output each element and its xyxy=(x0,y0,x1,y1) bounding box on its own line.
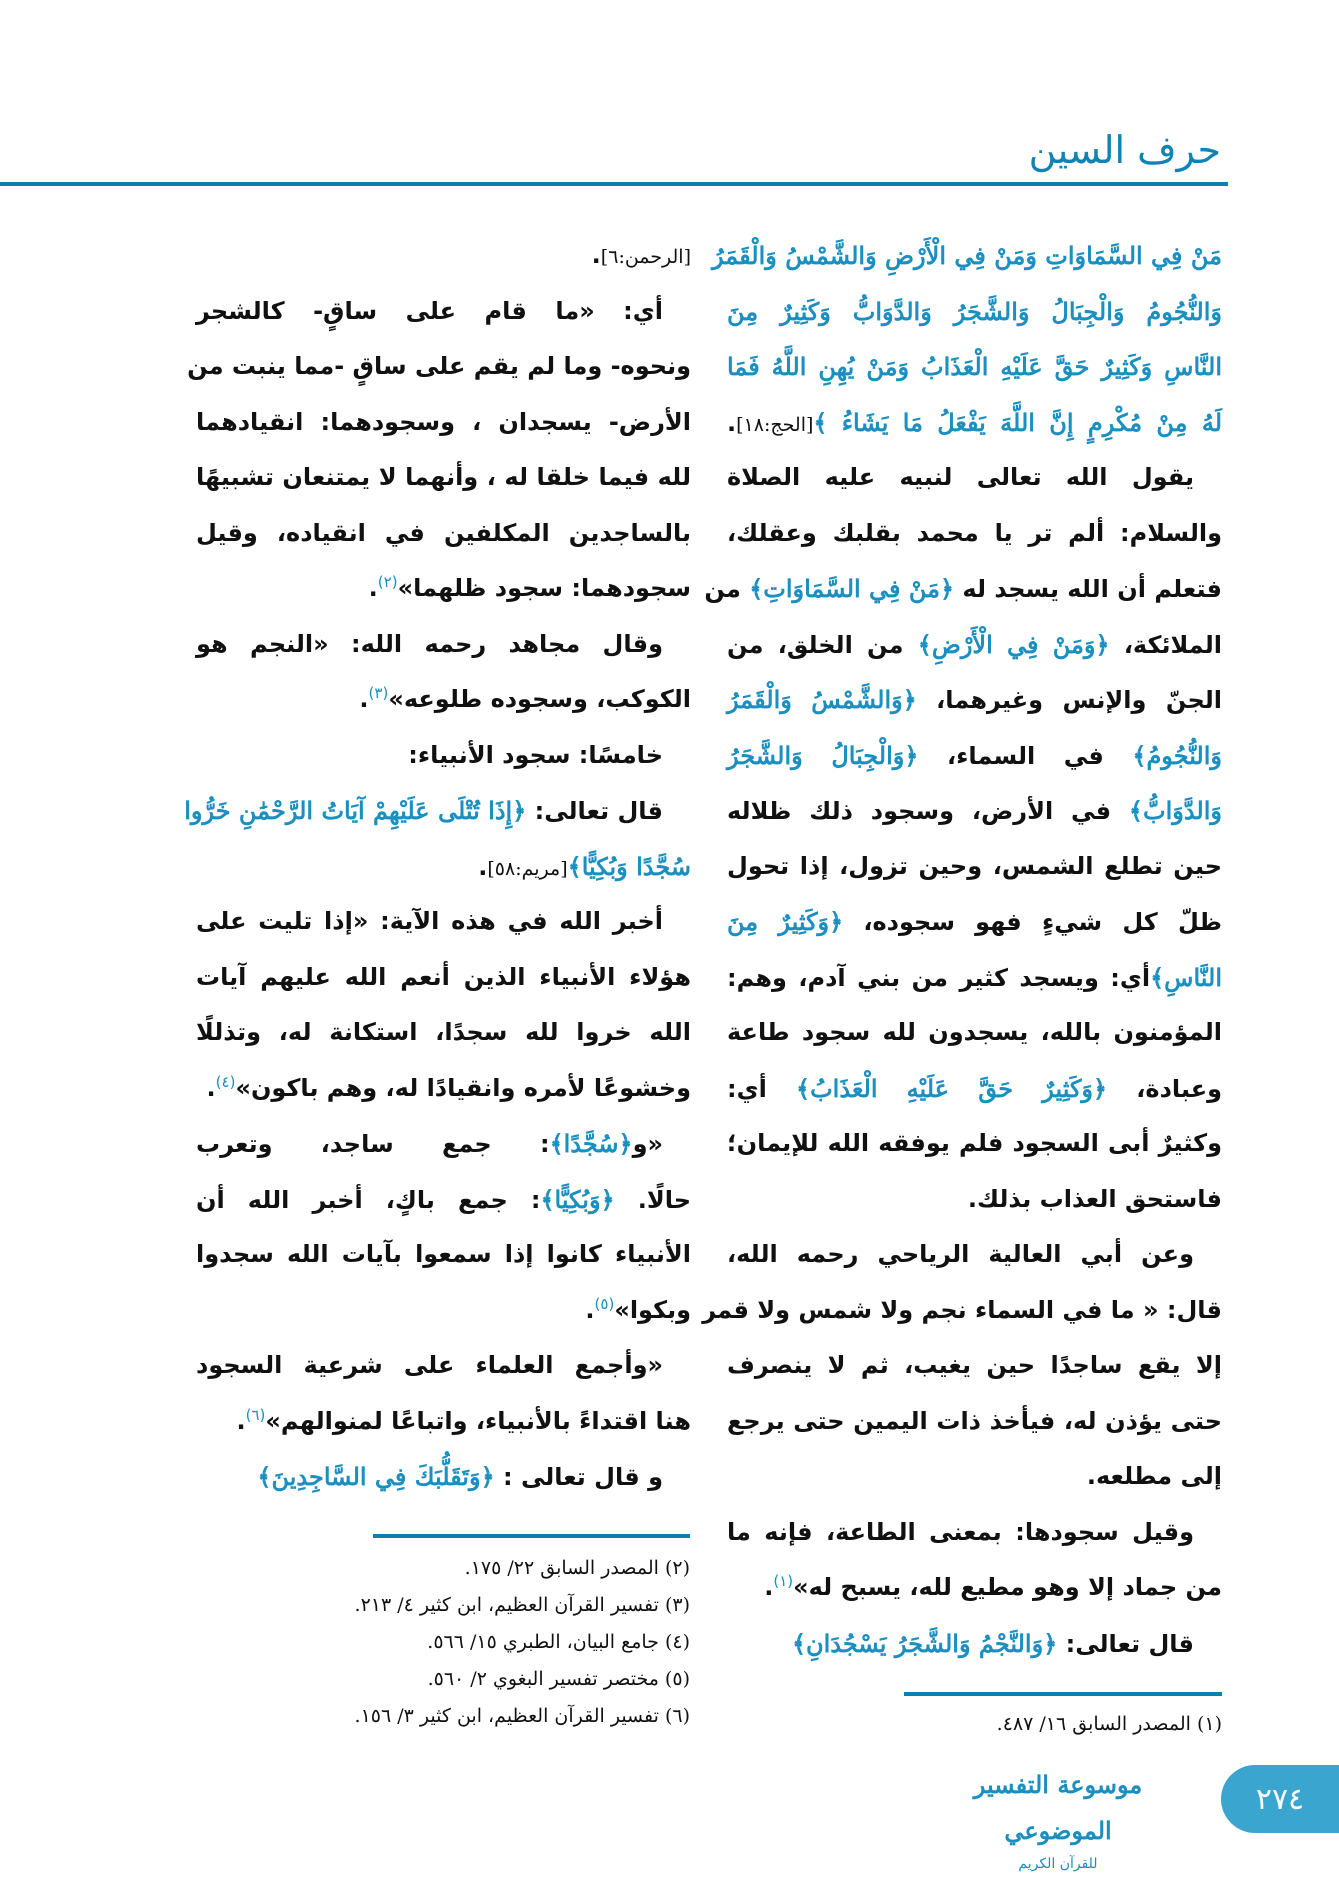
quran-verse: لَهُ مِنْ مُكْرِمٍ إِنَّ اللَّهَ يَفْعَلُ مَا يَشَاءُ ﴾ xyxy=(813,407,1222,437)
footnote-marker: (٣) xyxy=(368,684,389,702)
body-text: . xyxy=(206,1073,216,1102)
text-line xyxy=(196,1005,691,1061)
quran-verse: النَّاسِ وَكَثِيرٌ حَقَّ عَلَيْهِ الْعَذَابُ وَمَنْ يُهِنِ اللَّهُ فَمَا xyxy=(727,352,1222,381)
body-text: : جمع ساجد، وتعرب xyxy=(196,1130,550,1158)
text-line xyxy=(727,1172,1222,1228)
quran-verse: وَالنُّجُومُ وَالْجِبَالُ وَالشَّجَرُ وَالدَّوَابُّ وَكَثِيرٌ مِنَ xyxy=(727,296,1222,326)
text-line xyxy=(702,1283,1222,1339)
body-text: من xyxy=(704,575,750,603)
body-text: «وأجمع العلماء على شرعية السجود xyxy=(196,1351,663,1379)
body-text: وعبادة، xyxy=(1107,1074,1223,1103)
body-text: الأنبياء كانوا إذا سمعوا بآيات الله سجدوا xyxy=(196,1240,691,1268)
body-text: . xyxy=(591,241,601,269)
body-text: الله خروا لله سجدًا، استكانة له، وتذللًا xyxy=(196,1018,691,1046)
text-line xyxy=(727,450,1222,506)
body-text: أي: ويسجد كثير من بني آدم، وهم: xyxy=(727,963,1151,992)
body-text: إلى مطلعه. xyxy=(1086,1462,1222,1490)
body-text: المؤمنون بالله، يسجدون لله سجود طاعة xyxy=(727,1018,1222,1046)
body-text: ونحوه- وما لم يقم على ساقٍ -مما ينبت من xyxy=(187,352,691,380)
body-text: في السماء، xyxy=(918,741,1133,770)
body-text: الأرض- يسجدان ، وسجودهما: انقيادهما xyxy=(196,407,691,436)
text-line xyxy=(727,1116,1222,1172)
text-line xyxy=(196,228,691,284)
footnote: (٣) تفسير القرآن العظيم، ابن كثير ٤/ ٢١٣. xyxy=(354,1594,690,1616)
text-line xyxy=(727,894,1222,950)
body-text: ظلّ كل شيءٍ فهو سجوده، xyxy=(843,908,1222,936)
text-line xyxy=(727,1005,1222,1061)
footnote-marker: (٥) xyxy=(594,1294,615,1313)
quran-verse: ﴿وَتَقَلُّبَكَ فِي السَّاجِدِينَ﴾ xyxy=(257,1462,495,1491)
quran-verse: ﴿وَالْجِبَالُ وَالشَّجَرُ xyxy=(727,740,919,770)
text-line xyxy=(727,950,1222,1006)
body-text: الكوكب، وسجوده طلوعه» xyxy=(388,685,691,713)
text-line xyxy=(196,728,691,784)
quran-verse: ﴿وَكَثِيرٌ مِنَ xyxy=(727,907,844,936)
text-line xyxy=(727,1560,1222,1616)
body-text: وخشوعًا لأمره وانقيادًا له، وهم باكون» xyxy=(235,1073,691,1102)
text-line xyxy=(727,672,1222,728)
footnote: (١) المصدر السابق ١٦/ ٤٨٧. xyxy=(996,1713,1222,1735)
footnote-rule-left xyxy=(373,1534,690,1538)
body-text: خامسًا: سجود الأنبياء: xyxy=(408,740,663,769)
body-text: . xyxy=(236,1406,246,1435)
body-text: أخبر الله في هذه الآية: «إذا تليت على xyxy=(196,907,663,935)
body-text: «و xyxy=(632,1130,663,1158)
body-text: أي: «ما قام على ساقٍ- كالشجر xyxy=(196,296,663,325)
body-text: لله فيما خلقا له ، وأنهما لا يمتنعان تشبيهًا xyxy=(196,463,691,491)
quran-verse: ﴿إِذَا تُتْلَى عَلَيْهِمْ آيَاتُ الرَّحْمَٰنِ خَرُّوا xyxy=(184,796,527,825)
body-text: . xyxy=(478,852,488,881)
text-line xyxy=(727,1394,1222,1450)
body-text: : جمع باكٍ، أخبر الله أن xyxy=(196,1185,541,1214)
quran-verse: ﴿سُجَّدًا﴾ xyxy=(549,1129,633,1158)
quran-verse: مَنْ فِي السَّمَاوَاتِ وَمَنْ فِي الْأَرْضِ وَالشَّمْسُ وَالْقَمَرُ xyxy=(712,241,1222,270)
footnote: (٥) مختصر تفسير البغوي ٢/ ٥٦٠. xyxy=(427,1668,690,1690)
text-line xyxy=(196,1172,691,1228)
text-line xyxy=(727,1227,1222,1283)
text-line xyxy=(727,839,1222,895)
encyclopedia-logo xyxy=(934,1762,1182,1872)
body-text: حالًا. xyxy=(614,1185,692,1214)
body-text: . xyxy=(764,1573,774,1601)
text-line xyxy=(727,506,1222,562)
body-text: وقيل سجودها: بمعنى الطاعة، فإنه ما xyxy=(727,1517,1194,1546)
footnote: (٢) المصدر السابق ٢٢/ ١٧٥. xyxy=(464,1557,690,1579)
body-text: قال تعالى: xyxy=(526,797,663,825)
text-line xyxy=(196,284,691,340)
body-text: حين تطلع الشمس، وحين تزول، إذا تحول xyxy=(727,851,1222,880)
body-text: أي: xyxy=(727,1074,797,1103)
text-line xyxy=(196,1116,691,1172)
body-text: الملائكة، xyxy=(1109,630,1223,659)
text-line xyxy=(196,1061,691,1117)
page-number: ٢٧٤ xyxy=(1221,1765,1339,1833)
chapter-title: حرف السين xyxy=(1028,128,1221,172)
body-text: . xyxy=(727,408,737,437)
right-column xyxy=(702,228,1223,1671)
body-text: وكثيرٌ أبى السجود فلم يوفقه الله للإيمان؛ xyxy=(727,1129,1222,1157)
text-line xyxy=(727,728,1222,784)
verse-reference: [مريم:٥٨] xyxy=(487,857,568,880)
text-line xyxy=(196,450,691,506)
text-line xyxy=(196,617,691,673)
body-text: من جماد إلا وهو مطيع لله، يسبح له» xyxy=(793,1573,1222,1601)
text-line xyxy=(196,506,691,562)
footnotes-right xyxy=(700,1706,1222,1743)
text-line xyxy=(727,1505,1222,1561)
text-line xyxy=(727,284,1222,340)
text-line xyxy=(704,561,1222,617)
body-text: حتى يؤذن له، فيأخذ ذات اليمين حتى يرجع xyxy=(727,1406,1222,1435)
quran-verse: ﴿وَمَنْ فِي الْأَرْضِ﴾ xyxy=(917,629,1110,659)
body-text: و قال تعالى : xyxy=(494,1463,663,1491)
text-line xyxy=(727,339,1222,395)
text-line xyxy=(196,950,691,1006)
text-line xyxy=(727,395,1222,451)
text-line xyxy=(196,395,691,451)
text-line xyxy=(187,339,691,395)
body-text: هنا اقتداءً بالأنبياء، واتباعًا لمنوالهم» xyxy=(265,1406,691,1435)
text-line xyxy=(196,1227,691,1283)
footnote-marker: (١) xyxy=(773,1572,794,1590)
footnote-marker: (٤) xyxy=(215,1072,236,1091)
body-text: هؤلاء الأنبياء الذين أنعم الله عليهم آيات xyxy=(196,962,691,991)
text-line xyxy=(727,1616,1222,1672)
quran-verse: النَّاسِ﴾ xyxy=(1150,962,1222,992)
footnote: (٤) جامع البيان، الطبري ١٥/ ٥٦٦. xyxy=(427,1631,690,1653)
body-text: وعن أبي العالية الرياحي رحمه الله، xyxy=(727,1240,1194,1268)
quran-verse: ﴿وَكَثِيرٌ حَقَّ عَلَيْهِ الْعَذَابُ﴾ xyxy=(796,1073,1108,1103)
body-text: يقول الله تعالى لنبيه عليه الصلاة xyxy=(727,463,1194,491)
quran-verse: ﴿وَالشَّمْسُ وَالْقَمَرُ xyxy=(727,685,917,714)
body-text: فتعلم أن الله يسجد له xyxy=(954,575,1222,603)
text-line xyxy=(184,783,691,839)
text-line xyxy=(196,1394,691,1450)
header-rule xyxy=(0,182,1228,186)
footnote-marker: (٦) xyxy=(245,1405,266,1424)
body-text: . xyxy=(368,574,378,602)
body-text: والسلام: ألم تر يا محمد بقلبك وعقلك، xyxy=(727,518,1222,547)
verse-reference: [الرحمن:٦] xyxy=(600,246,691,268)
body-text: . xyxy=(585,1295,595,1324)
body-text: . xyxy=(359,685,369,713)
quran-verse: وَالنُّجُومُ﴾ xyxy=(1132,740,1222,770)
text-line xyxy=(196,672,691,728)
body-text: قال: « ما في السماء نجم ولا شمس ولا قمر xyxy=(702,1295,1222,1324)
body-text: سجودهما: سجود ظلهما» xyxy=(397,574,691,602)
text-line xyxy=(196,839,691,895)
text-line xyxy=(727,1061,1222,1117)
body-text: في الأرض، وسجود ذلك ظلاله xyxy=(727,797,1129,825)
text-line xyxy=(196,894,691,950)
footnote-marker: (٢) xyxy=(377,573,398,591)
logo-title: موسوعة التفسير الموضوعي xyxy=(973,1770,1143,1845)
quran-verse: وَالدَّوَابُّ﴾ xyxy=(1128,796,1222,825)
body-text: من الخلق، من xyxy=(727,630,918,659)
body-text: بالساجدين المكلفين في انقياده، وقيل xyxy=(196,518,691,547)
footnotes-left xyxy=(190,1550,690,1735)
body-text: إلا يقع ساجدًا حين يغيب، ثم لا ينصرف xyxy=(727,1351,1222,1379)
verse-reference: [الحج:١٨] xyxy=(736,413,814,436)
quran-verse: سُجَّدًا وَبُكِيًّا﴾ xyxy=(567,851,691,881)
logo-subtitle: للقرآن الكريم xyxy=(1018,1856,1098,1872)
quran-verse: ﴿وَبُكِيًّا﴾ xyxy=(540,1184,615,1214)
text-line xyxy=(727,1449,1222,1505)
body-text: الجنّ والإنس وغيرهما، xyxy=(916,686,1222,714)
quran-verse: ﴿وَالنَّجْمُ وَالشَّجَرُ يَسْجُدَانِ﴾ xyxy=(791,1628,1058,1658)
text-line xyxy=(196,1338,691,1394)
left-column xyxy=(184,228,692,1505)
text-line xyxy=(196,1449,691,1505)
text-line xyxy=(727,1338,1222,1394)
text-line xyxy=(712,228,1222,284)
footnote-rule-right xyxy=(904,1692,1222,1696)
text-line xyxy=(196,561,691,617)
footnote: (٦) تفسير القرآن العظيم، ابن كثير ٣/ ١٥٦. xyxy=(354,1705,690,1727)
text-line xyxy=(196,1283,691,1339)
body-text: قال تعالى: xyxy=(1057,1629,1194,1658)
text-line xyxy=(727,617,1222,673)
quran-verse: ﴿مَنْ فِي السَّمَاوَاتِ﴾ xyxy=(749,574,955,603)
body-text: فاستحق العذاب بذلك. xyxy=(967,1184,1222,1213)
body-text: وبكوا» xyxy=(614,1295,691,1324)
text-line xyxy=(727,783,1222,839)
body-text: وقال مجاهد رحمه الله: «النجم هو xyxy=(196,629,663,658)
